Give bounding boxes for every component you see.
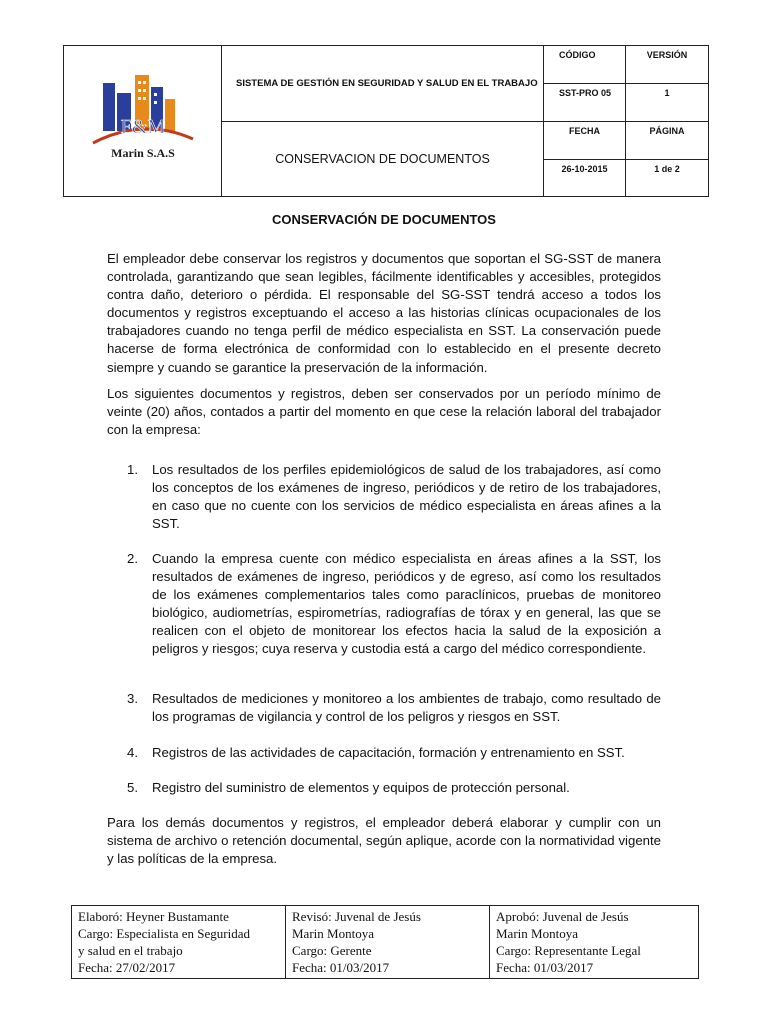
list-item xyxy=(107,744,661,762)
code-value: SST-PRO 05 xyxy=(544,84,626,122)
elaborated-role: Cargo: Especialista en Seguridad xyxy=(78,926,250,941)
page-label: PÁGINA xyxy=(626,122,709,160)
approved-by-cell xyxy=(490,906,699,979)
approval-table xyxy=(71,905,699,979)
list-item-number: 4. xyxy=(127,745,138,760)
header-table xyxy=(63,45,709,197)
list-item xyxy=(107,461,661,533)
elaborated-role-cont: y salud en el trabajo xyxy=(78,943,183,958)
code-label: CÓDIGO xyxy=(544,46,626,84)
approved-by: Aprobó: Juvenal de Jesús xyxy=(496,909,629,924)
reviewed-by: Revisó: Juvenal de Jesús xyxy=(292,909,421,924)
list-item-text: Registro del suministro de elementos y equipos de protección personal. xyxy=(152,780,570,795)
list-item-text: Cuando la empresa cuente con médico especialista en áreas afines a la SST, los resultados de exámenes de ingreso, periódicos y de egreso, así como los resultados de los exámenes complementarios tales como paraclínicos, pruebas de monitoreo biológico, audiometrías, espirometrías, radiografías de tórax y en general, las que se realicen con el objeto de monitorear los efectos hacia la salud de la exposición a peligros y riesgos; cuya reserva y custodia está a cargo del médico correspondiente. xyxy=(152,551,661,657)
system-title: SISTEMA DE GESTIÓN EN SEGURIDAD Y SALUD EN EL TRABAJO xyxy=(222,46,544,122)
list-item xyxy=(107,550,661,659)
reviewed-date: Fecha: 01/03/2017 xyxy=(292,960,390,975)
date-label: FECHA xyxy=(544,122,626,160)
reviewed-name-cont: Marin Montoya xyxy=(292,926,374,941)
approved-name-cont: Marin Montoya xyxy=(496,926,578,941)
list-item-number: 5. xyxy=(127,780,138,795)
approved-date: Fecha: 01/03/2017 xyxy=(496,960,594,975)
elaborated-date: Fecha: 27/02/2017 xyxy=(78,960,176,975)
intro-paragraph: El empleador debe conservar los registros y documentos que soportan el SG-SST de manera controlada, garantizando que sean legibles, fácilmente identificables y accesibles, protegidos contra daño, deterioro o pérdida. El responsable del SG-SST tendrá acceso a todos los documentos y registros exceptuando el acceso a las historias clínicas ocupacionales de los trabajadores cuando no tenga perfil de médico especialista en SST. La conservación puede hacerse de forma electrónica de conformidad con lo establecido en el presente decreto siempre y cuando se garantice la preservación de la información. xyxy=(107,251,661,375)
reviewed-role: Cargo: Gerente xyxy=(292,943,372,958)
closing-paragraph: Para los demás documentos y registros, el empleador deberá elaborar y cumplir con un sistema de archivo o retención documental, según aplique, acorde con la normatividad vigente y las políticas de la empresa. xyxy=(107,815,661,867)
list-item-number: 1. xyxy=(127,462,138,477)
logo-company: Marin S.A.S xyxy=(110,145,175,160)
list-item-text: Los resultados de los perfiles epidemiológicos de salud de los trabajadores, así como los conceptos de los exámenes de ingreso, periódicos y de retiro de los trabajadores, en caso que no cuente con los servicios de médico especialista en áreas afines a la SST. xyxy=(152,462,661,532)
list-item xyxy=(107,779,661,797)
approved-role: Cargo: Representante Legal xyxy=(496,943,641,958)
list-item-number: 2. xyxy=(127,551,138,566)
elaborated-by: Elaboró: Heyner Bustamante xyxy=(78,909,229,924)
list-intro-paragraph: Los siguientes documentos y registros, deben ser conservados por un período mínimo de veinte (20) años, contados a partir del momento en que cese la relación laboral del trabajador con la empresa: xyxy=(107,386,661,438)
logo-cell xyxy=(64,46,222,197)
version-label: VERSIÓN xyxy=(626,46,709,84)
page-value: 1 de 2 xyxy=(626,160,709,197)
elaborated-by-cell xyxy=(72,906,286,979)
reviewed-by-cell xyxy=(286,906,490,979)
document-name: CONSERVACION DE DOCUMENTOS xyxy=(222,122,544,197)
date-value: 26-10-2015 xyxy=(544,160,626,197)
list-item xyxy=(107,690,661,726)
document-title: CONSERVACIÓN DE DOCUMENTOS xyxy=(272,212,496,227)
logo-mark: F&M xyxy=(120,115,165,138)
list-item-text: Registros de las actividades de capacitación, formación y entrenamiento en SST. xyxy=(152,745,625,760)
company-logo xyxy=(87,73,199,165)
list-item-text: Resultados de mediciones y monitoreo a los ambientes de trabajo, como resultado de los programas de vigilancia y control de los peligros y riesgos en SST. xyxy=(152,691,661,725)
list-item-number: 3. xyxy=(127,691,138,706)
version-value: 1 xyxy=(626,84,709,122)
